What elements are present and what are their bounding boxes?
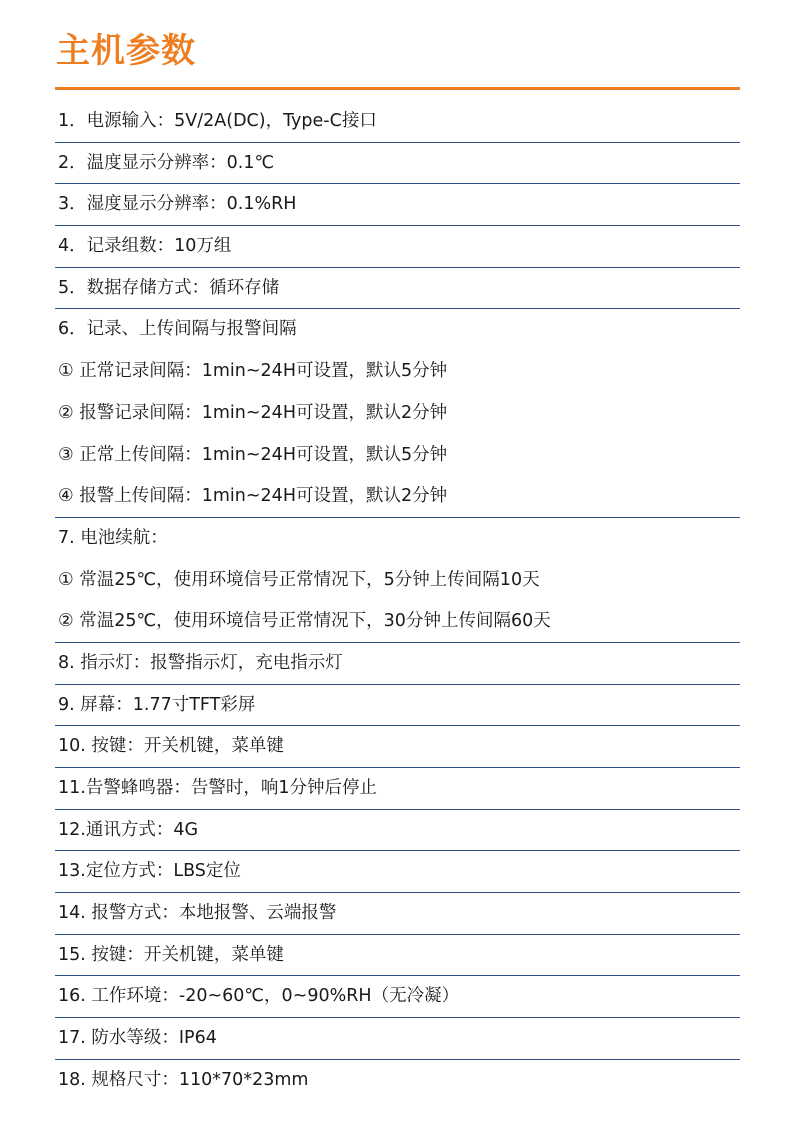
spec-row-7-item-1: ① 常温25℃，使用环境信号正常情况下，5分钟上传间隔10天 (58, 569, 540, 590)
spec-row-7-heading: 7. 电池续航： (58, 527, 168, 548)
spec-row-12: 12.通讯方式：4G (55, 810, 740, 852)
spec-row-9: 9. 屏幕：1.77寸TFT彩屏 (55, 685, 740, 727)
spec-row-13: 13.定位方式：LBS定位 (55, 851, 740, 893)
spec-row-15: 15. 按键：开关机键，菜单键 (55, 935, 740, 977)
spec-row-4: 4．记录组数：10万组 (55, 226, 740, 268)
spec-row-8: 8. 指示灯：报警指示灯，充电指示灯 (55, 643, 740, 685)
spec-row-7-item-2: ② 常温25℃，使用环境信号正常情况下，30分钟上传间隔60天 (55, 601, 740, 643)
title-divider (55, 87, 740, 90)
spec-row-14: 14. 报警方式：本地报警、云端报警 (55, 893, 740, 935)
spec-row-6-item-3: ③ 正常上传间隔：1min~24H可设置，默认5分钟 (58, 444, 448, 465)
spec-row-6-item-2: ② 报警记录间隔：1min~24H可设置，默认2分钟 (58, 402, 448, 423)
spec-row-10: 10. 按键：开关机键，菜单键 (55, 726, 740, 768)
spec-row-3: 3．湿度显示分辨率：0.1%RH (55, 184, 740, 226)
spec-row-16: 16. 工作环境：-20~60℃，0~90%RH（无冷凝） (55, 976, 740, 1018)
spec-row-18: 18. 规格尺寸：110*70*23mm (58, 1069, 309, 1090)
spec-row-5: 5．数据存储方式：循环存储 (55, 268, 740, 310)
spec-row-1: 1．电源输入：5V/2A(DC)，Type-C接口 (55, 101, 740, 143)
spec-row-6-item-4: ④ 报警上传间隔：1min~24H可设置，默认2分钟 (55, 476, 740, 518)
page-title: 主机参数 (56, 31, 196, 71)
spec-row-17: 17. 防水等级：IP64 (55, 1018, 740, 1060)
spec-list (55, 101, 740, 1102)
spec-row-11: 11.告警蜂鸣器：告警时，响1分钟后停止 (55, 768, 740, 810)
spec-row-2: 2．温度显示分辨率：0.1℃ (55, 143, 740, 185)
spec-row-6-heading: 6．记录、上传间隔与报警间隔 (58, 319, 297, 340)
spec-row-6-item-1: ① 正常记录间隔：1min~24H可设置，默认5分钟 (58, 361, 448, 382)
